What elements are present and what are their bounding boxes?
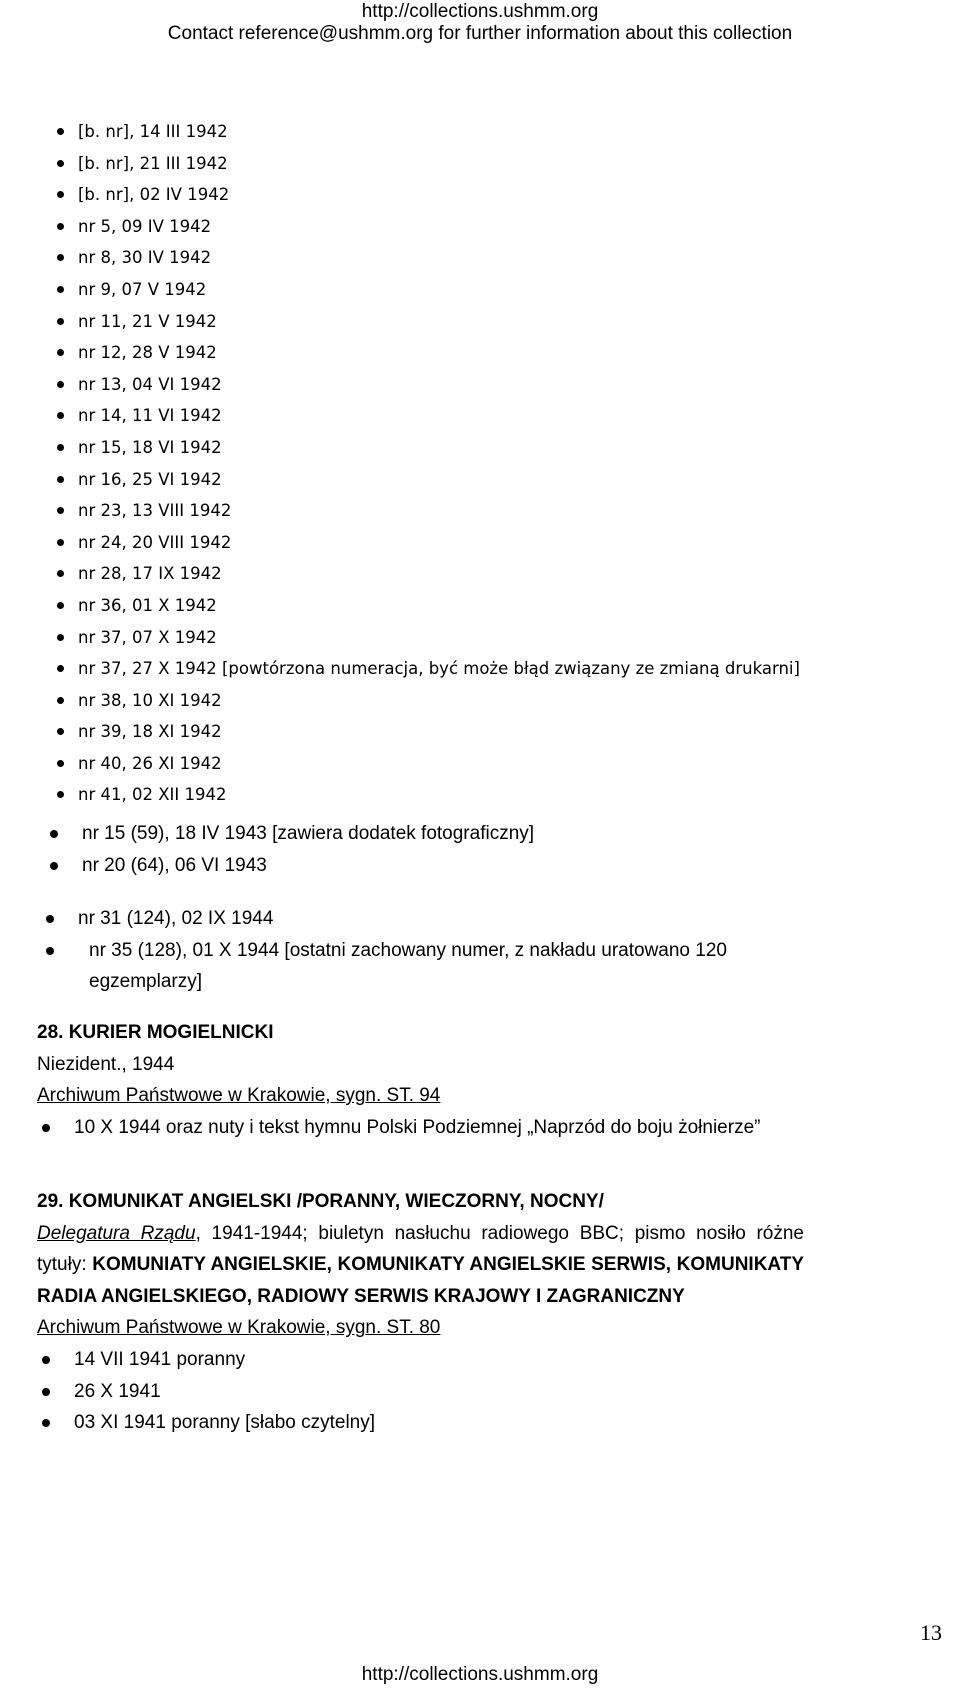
issue-list-1943 (82, 818, 782, 881)
list-item: nr 16, 25 VI 1942 (78, 464, 813, 496)
list-item: nr 20 (64), 06 VI 1943 (82, 850, 782, 882)
issue-list-1944 (78, 903, 818, 998)
section-desc-text: , 1941-1944; biuletyn nasłuchu radiowego BBC; pismo nosiło różne tytuły: (37, 1222, 804, 1276)
list-item: nr 40, 26 XI 1942 (78, 748, 813, 780)
list-item: nr 37, 07 X 1942 (78, 622, 813, 654)
section-28-list (74, 1112, 804, 1144)
list-item: 26 X 1941 (74, 1376, 804, 1408)
section-title: KOMUNIKAT ANGIELSKI /PORANNY, WIECZORNY, NOCNY/ (68, 1191, 604, 1212)
list-item: nr 35 (128), 01 X 1944 [ostatni zachowany numer, z nakładu uratowano 120 egzemplarzy] (78, 935, 818, 998)
list-item: nr 11, 21 V 1942 (78, 306, 813, 338)
list-item: nr 38, 10 XI 1942 (78, 685, 813, 717)
list-item: nr 28, 17 IX 1942 (78, 558, 813, 590)
list-item: nr 13, 04 VI 1942 (78, 369, 813, 401)
list-item: nr 15 (59), 18 IV 1943 [zawiera dodatek fotograficzny] (82, 818, 782, 850)
list-item: nr 8, 30 IV 1942 (78, 242, 813, 274)
list-item: [b. nr], 21 III 1942 (78, 148, 813, 180)
section-title: KURIER MOGIELNICKI (68, 1022, 274, 1043)
section-publisher: Niezident., 1944 (37, 1053, 175, 1075)
section-number: 28. (37, 1022, 64, 1043)
list-item: nr 36, 01 X 1942 (78, 590, 813, 622)
section-archive: Archiwum Państwowe w Krakowie, sygn. ST. 94 (37, 1085, 441, 1107)
section-alt-titles: KOMUNIATY ANGIELSKIE, KOMUNIKATY ANGIELSKIE SERWIS, KOMUNIKATY RADIA ANGIELSKIEGO, RADIOWY SERWIS KRAJOWY I ZAGRANICZNY (37, 1254, 804, 1307)
section-archive: Archiwum Państwowe w Krakowie, sygn. ST. 80 (37, 1317, 441, 1339)
list-item: 03 XI 1941 poranny [słabo czytelny] (74, 1407, 804, 1439)
list-item: nr 12, 28 V 1942 (78, 337, 813, 369)
list-item: nr 39, 18 XI 1942 (78, 716, 813, 748)
section-number: 29. (37, 1191, 64, 1212)
list-item: nr 37, 27 X 1942 [powtórzona numeracja, być może błąd związany ze zmianą drukarni] (78, 653, 813, 685)
list-item: [b. nr], 14 III 1942 (78, 116, 813, 148)
header-url: http://collections.ushmm.org (361, 1, 599, 22)
list-item: nr 9, 07 V 1942 (78, 274, 813, 306)
list-item: nr 41, 02 XII 1942 (78, 779, 813, 811)
list-item: 14 VII 1941 poranny (74, 1344, 804, 1376)
list-item: [b. nr], 02 IV 1942 (78, 179, 813, 211)
list-item: 10 X 1944 oraz nuty i tekst hymnu Polski Podziemnej „Naprzód do boju żołnierze” (74, 1112, 804, 1144)
footer-url: http://collections.ushmm.org (361, 1664, 599, 1685)
list-item: nr 15, 18 VI 1942 (78, 432, 813, 464)
page-number: 13 (920, 1620, 942, 1645)
section-28 (37, 1017, 804, 1143)
issue-list-1942 (78, 116, 813, 811)
section-29-list (74, 1344, 804, 1439)
section-28-heading (37, 1017, 804, 1049)
section-29-heading (37, 1186, 804, 1218)
list-item: nr 14, 11 VI 1942 (78, 400, 813, 432)
section-description (37, 1218, 804, 1313)
list-item: nr 5, 09 IV 1942 (78, 211, 813, 243)
section-publisher: Delegatura Rządu (37, 1222, 196, 1244)
header-contact: Contact reference@ushmm.org for further information about this collection (167, 23, 793, 44)
list-item: nr 31 (124), 02 IX 1944 (78, 903, 818, 935)
section-29 (37, 1186, 804, 1439)
list-item: nr 24, 20 VIII 1942 (78, 527, 813, 559)
list-item: nr 23, 13 VIII 1942 (78, 495, 813, 527)
